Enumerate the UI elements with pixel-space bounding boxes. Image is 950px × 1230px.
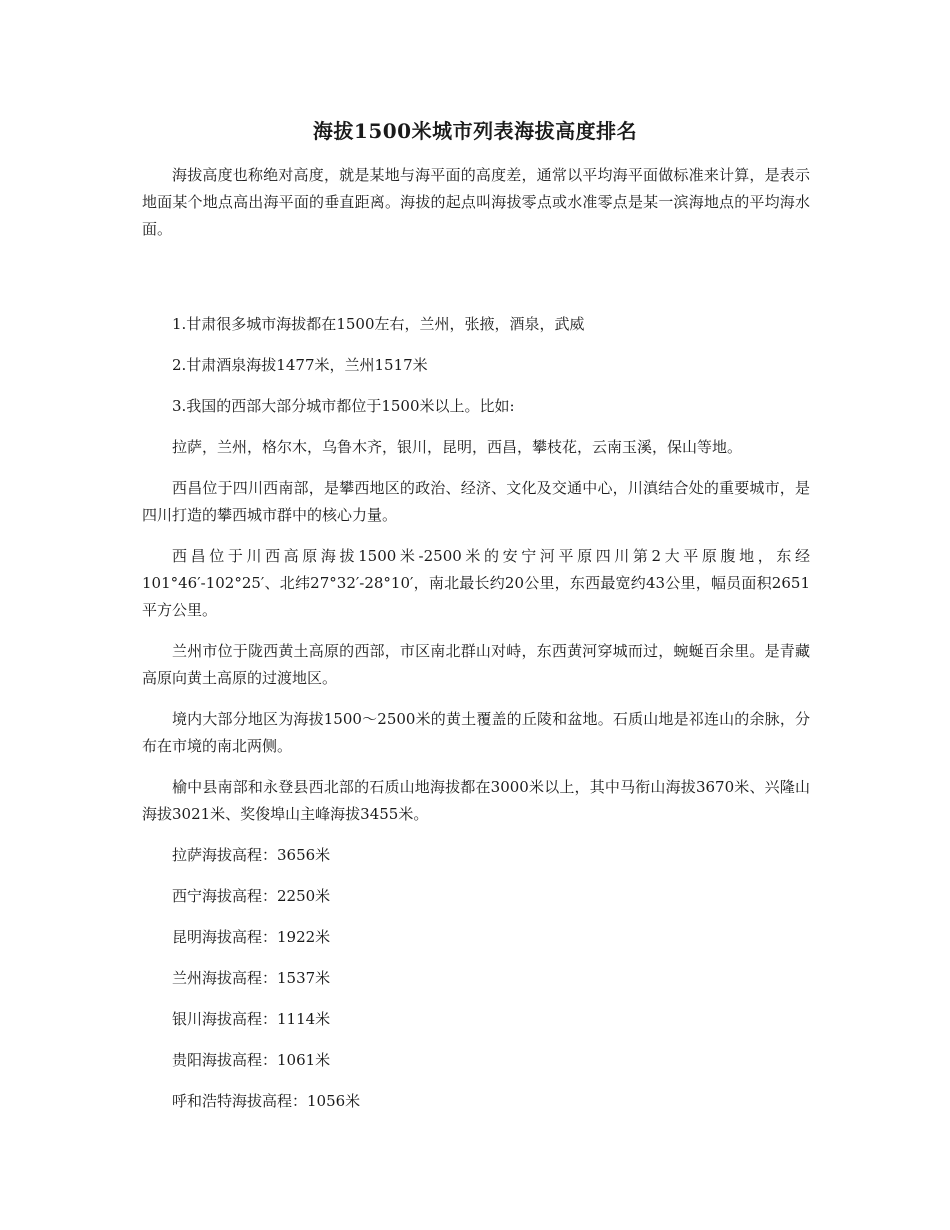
body-paragraph: 西昌位于川西高原海拔1500米-2500米的安宁河平原四川第2大平原腹地，东经101°46′-102°25′、北纬27°32′-28°10′，南北最长约20公里，东西最宽约43公里，幅员面积2651平方公里。 [142,547,810,619]
list-item: 拉萨，兰州，格尔木，乌鲁木齐，银川，昆明，西昌，攀枝花，云南玉溪，保山等地。 [172,438,743,456]
body-paragraph: 西昌位于四川西南部，是攀西地区的政治、经济、文化及交通中心，川滇结合处的重要城市，是四川打造的攀西城市群中的核心力量。 [142,479,810,524]
elevation-item: 西宁海拔高程：2250米 [172,887,331,905]
body-paragraph: 兰州市位于陇西黄土高原的西部，市区南北群山对峙，东西黄河穿城而过，蜿蜒百余里。是青藏高原向黄土高原的过渡地区。 [142,642,810,687]
elevation-item: 呼和浩特海拔高程：1056米 [172,1092,361,1110]
document-title: 海拔1500米城市列表海拔高度排名 [312,119,638,143]
body-paragraph: 境内大部分地区为海拔1500～2500米的黄土覆盖的丘陵和盆地。石质山地是祁连山的余脉，分布在市境的南北两侧。 [142,710,810,755]
elevation-item: 昆明海拔高程：1922米 [172,928,331,946]
elevation-item: 拉萨海拔高程：3656米 [172,846,331,864]
list-item: 1.甘肃很多城市海拔都在1500左右，兰州，张掖，酒泉，武威 [172,315,585,333]
elevation-item: 银川海拔高程：1114米 [172,1010,331,1028]
list-item: 2.甘肃酒泉海拔1477米，兰州1517米 [172,356,428,374]
document-body [142,162,810,1129]
intro-paragraph: 海拔高度也称绝对高度，就是某地与海平面的高度差，通常以平均海平面做标准来计算，是表示地面某个地点高出海平面的垂直距离。海拔的起点叫海拔零点或水准零点是某一滨海地点的平均海水面。 [142,166,810,238]
elevation-item: 兰州海拔高程：1537米 [172,969,331,987]
body-paragraph: 榆中县南部和永登县西北部的石质山地海拔都在3000米以上，其中马衔山海拔3670米、兴隆山海拔3021米、奖俊埠山主峰海拔3455米。 [142,778,810,823]
elevation-item: 贵阳海拔高程：1061米 [172,1051,331,1069]
list-item: 3.我国的西部大部分城市都位于1500米以上。比如: [172,397,515,415]
